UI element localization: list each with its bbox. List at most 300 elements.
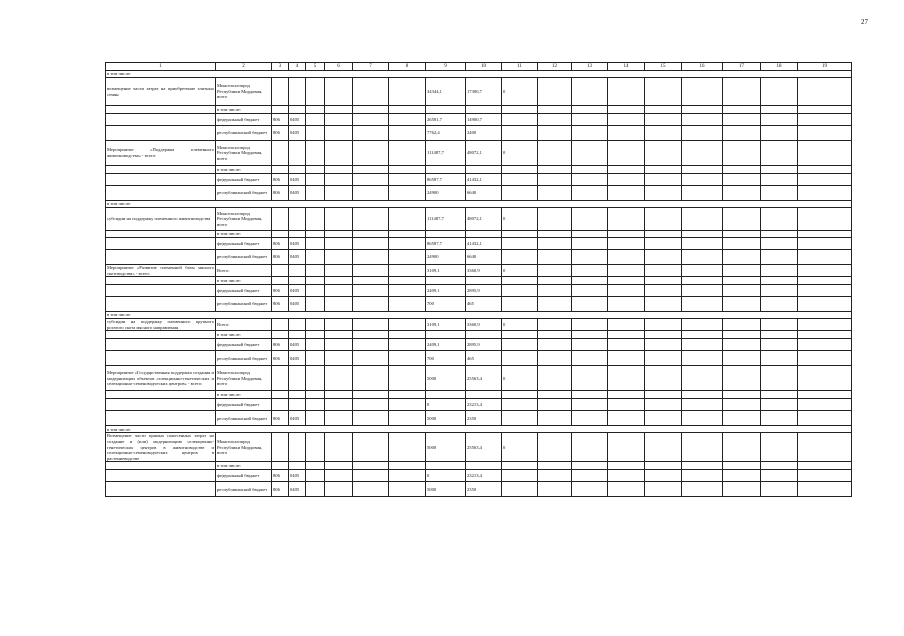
measure-name-cell <box>106 166 216 174</box>
value-cell <box>761 250 798 265</box>
value-cell <box>389 174 426 186</box>
value-cell <box>761 470 798 482</box>
value-cell <box>306 297 325 312</box>
value-cell <box>723 166 761 174</box>
value-cell <box>798 411 852 426</box>
table-row <box>106 462 852 470</box>
value-cell <box>798 399 852 411</box>
value-cell: 0 <box>502 208 538 231</box>
value-cell <box>645 277 682 285</box>
value-cell <box>538 319 572 331</box>
value-cell <box>389 78 426 106</box>
measure-name-cell: Мероприятие «Государственная поддержка создания и модернизации объектов селекционно-генетических и селекционно-семеноводческих центров» - всего: <box>106 366 216 391</box>
value-cell: 26581,7 <box>426 114 466 126</box>
section-code-cell <box>289 231 306 238</box>
funding-source-cell: в том числе: <box>216 331 272 339</box>
value-cell <box>389 411 426 426</box>
value-cell <box>538 114 572 126</box>
value-cell <box>572 433 608 462</box>
funding-source-cell: в том числе: <box>216 166 272 174</box>
value-cell <box>723 351 761 366</box>
value-cell <box>325 433 353 462</box>
grbs-code-cell: 806 <box>272 339 289 351</box>
value-cell <box>538 391 572 399</box>
value-cell <box>389 265 426 277</box>
section-code-cell <box>289 141 306 166</box>
value-cell <box>325 106 353 114</box>
section-code-cell <box>289 366 306 391</box>
value-cell <box>389 250 426 265</box>
value-cell <box>502 339 538 351</box>
value-cell <box>723 174 761 186</box>
value-cell <box>325 399 353 411</box>
value-cell: 6640 <box>466 186 502 201</box>
value-cell <box>353 186 389 201</box>
funding-source-cell: Минсельхозпрод Республики Мордовия, всего <box>216 78 272 106</box>
value-cell <box>502 250 538 265</box>
measure-name-cell: субсидии на поддержку племенного животноводства <box>106 208 216 231</box>
value-cell <box>761 265 798 277</box>
value-cell <box>572 208 608 231</box>
value-cell <box>538 297 572 312</box>
value-cell <box>389 351 426 366</box>
value-cell: 17300,7 <box>466 78 502 106</box>
value-cell: 34344,1 <box>426 78 466 106</box>
value-cell <box>538 166 572 174</box>
value-cell <box>353 106 389 114</box>
value-cell <box>608 319 645 331</box>
value-cell <box>723 106 761 114</box>
value-cell <box>645 186 682 201</box>
value-cell <box>502 351 538 366</box>
section-code-cell: 0405 <box>289 114 306 126</box>
value-cell <box>426 166 466 174</box>
column-number-header: 16 <box>682 63 723 71</box>
section-code-cell <box>289 208 306 231</box>
value-cell <box>723 319 761 331</box>
value-cell <box>572 277 608 285</box>
value-cell <box>538 482 572 497</box>
grbs-code-cell: 806 <box>272 186 289 201</box>
value-cell: 700 <box>426 297 466 312</box>
value-cell <box>353 265 389 277</box>
value-cell <box>502 114 538 126</box>
value-cell <box>325 186 353 201</box>
value-cell <box>389 231 426 238</box>
value-cell <box>389 470 426 482</box>
value-cell <box>723 186 761 201</box>
value-cell: 2409,1 <box>426 285 466 297</box>
value-cell <box>572 462 608 470</box>
value-cell <box>389 186 426 201</box>
funding-source-cell: республиканский бюджет <box>216 411 272 426</box>
measure-name-cell <box>106 297 216 312</box>
section-label: в том числе: <box>106 71 852 78</box>
value-cell <box>723 78 761 106</box>
grbs-code-cell <box>272 106 289 114</box>
value-cell <box>798 208 852 231</box>
value-cell <box>682 351 723 366</box>
value-cell: 25563,4 <box>466 433 502 462</box>
value-cell <box>572 331 608 339</box>
table-row <box>106 106 852 114</box>
value-cell <box>325 265 353 277</box>
value-cell <box>682 106 723 114</box>
value-cell <box>798 297 852 312</box>
value-cell <box>325 238 353 250</box>
section-label-row <box>106 201 852 208</box>
value-cell <box>798 351 852 366</box>
value-cell <box>761 391 798 399</box>
value-cell: 0 <box>502 265 538 277</box>
value-cell <box>798 339 852 351</box>
measure-name-cell <box>106 238 216 250</box>
value-cell <box>723 366 761 391</box>
value-cell <box>325 141 353 166</box>
value-cell <box>306 174 325 186</box>
value-cell <box>538 433 572 462</box>
table-row <box>106 433 852 462</box>
value-cell <box>325 277 353 285</box>
value-cell <box>682 78 723 106</box>
value-cell: 3109,1 <box>426 265 466 277</box>
funding-source-cell: Минсельхозпрод Республики Мордовия, всего <box>216 433 272 462</box>
column-number-header: 1 <box>106 63 216 71</box>
value-cell <box>353 470 389 482</box>
value-cell <box>572 339 608 351</box>
measure-name-cell <box>106 285 216 297</box>
value-cell <box>306 106 325 114</box>
value-cell <box>645 391 682 399</box>
value-cell <box>538 265 572 277</box>
value-cell <box>538 366 572 391</box>
measure-name-cell <box>106 174 216 186</box>
value-cell <box>761 482 798 497</box>
value-cell: 48072,1 <box>466 208 502 231</box>
value-cell <box>325 174 353 186</box>
value-cell <box>682 462 723 470</box>
value-cell <box>538 331 572 339</box>
value-cell <box>608 482 645 497</box>
measure-name-cell <box>106 331 216 339</box>
value-cell <box>723 462 761 470</box>
value-cell <box>682 114 723 126</box>
value-cell <box>572 186 608 201</box>
value-cell: 0 <box>502 366 538 391</box>
value-cell <box>645 250 682 265</box>
value-cell <box>325 231 353 238</box>
funding-source-cell: республиканский бюджет <box>216 186 272 201</box>
value-cell <box>608 411 645 426</box>
value-cell <box>325 78 353 106</box>
value-cell <box>761 231 798 238</box>
value-cell <box>306 277 325 285</box>
value-cell <box>306 166 325 174</box>
budget-table <box>105 62 852 497</box>
grbs-code-cell <box>272 462 289 470</box>
value-cell <box>353 331 389 339</box>
value-cell <box>723 331 761 339</box>
value-cell <box>682 285 723 297</box>
section-code-cell: 0405 <box>289 297 306 312</box>
value-cell <box>723 250 761 265</box>
value-cell <box>538 411 572 426</box>
value-cell <box>608 238 645 250</box>
value-cell: 41432,1 <box>466 174 502 186</box>
value-cell <box>723 470 761 482</box>
value-cell: 14900,7 <box>466 114 502 126</box>
value-cell: 5000 <box>426 482 466 497</box>
value-cell: 2895,9 <box>466 285 502 297</box>
grbs-code-cell: 806 <box>272 238 289 250</box>
grbs-code-cell <box>272 78 289 106</box>
value-cell: 23213,4 <box>466 470 502 482</box>
grbs-code-cell <box>272 277 289 285</box>
value-cell <box>389 339 426 351</box>
value-cell <box>572 351 608 366</box>
value-cell <box>723 265 761 277</box>
value-cell <box>353 174 389 186</box>
value-cell <box>798 186 852 201</box>
value-cell <box>572 166 608 174</box>
measure-name-cell: Мероприятие «Развитие племенной базы мясного скотоводства» - всего: <box>107 265 214 276</box>
value-cell: 48072,1 <box>466 141 502 166</box>
measure-name-cell <box>106 462 216 470</box>
value-cell <box>798 231 852 238</box>
value-cell <box>306 285 325 297</box>
value-cell <box>645 297 682 312</box>
value-cell <box>608 470 645 482</box>
funding-source-cell: Минсельхозпрод Республики Мордовия, всего <box>216 208 272 231</box>
table-row <box>106 231 852 238</box>
funding-source-cell: республиканский бюджет <box>216 351 272 366</box>
value-cell <box>353 141 389 166</box>
value-cell <box>723 238 761 250</box>
value-cell <box>306 470 325 482</box>
measure-name-cell: субсидии на поддержку племенного крупного рогатого скота мясного направления <box>107 319 214 330</box>
value-cell <box>761 186 798 201</box>
column-number-header: 17 <box>723 63 761 71</box>
grbs-code-cell <box>272 166 289 174</box>
funding-source-cell: республиканский бюджет <box>216 482 272 497</box>
table-row <box>106 238 852 250</box>
value-cell: 24900 <box>426 250 466 265</box>
funding-source-cell: федеральный бюджет <box>216 339 272 351</box>
value-cell <box>306 331 325 339</box>
value-cell <box>608 174 645 186</box>
column-number-header: 12 <box>538 63 572 71</box>
value-cell <box>608 285 645 297</box>
funding-source-cell: Минсельхозпрод Республики Мордовия, всего <box>216 366 272 391</box>
value-cell <box>353 366 389 391</box>
value-cell <box>798 250 852 265</box>
value-cell <box>682 399 723 411</box>
value-cell <box>682 482 723 497</box>
value-cell <box>645 331 682 339</box>
value-cell: 41432,1 <box>466 238 502 250</box>
value-cell <box>761 399 798 411</box>
grbs-code-cell <box>272 399 289 411</box>
value-cell <box>538 174 572 186</box>
value-cell <box>389 462 426 470</box>
measure-name-cell <box>106 126 216 141</box>
measure-name-cell: Мероприятие «Поддержка племенного животноводства» - всего: <box>106 141 216 166</box>
value-cell <box>645 319 682 331</box>
value-cell <box>798 391 852 399</box>
value-cell <box>645 231 682 238</box>
value-cell <box>306 399 325 411</box>
section-code-cell <box>289 331 306 339</box>
value-cell <box>572 319 608 331</box>
grbs-code-cell: 806 <box>272 411 289 426</box>
value-cell: 465 <box>466 351 502 366</box>
value-cell <box>502 462 538 470</box>
value-cell <box>723 339 761 351</box>
column-number-header: 4 <box>289 63 306 71</box>
value-cell <box>761 339 798 351</box>
value-cell <box>572 141 608 166</box>
value-cell <box>608 126 645 141</box>
value-cell <box>645 339 682 351</box>
value-cell <box>389 297 426 312</box>
value-cell <box>389 106 426 114</box>
column-number-header: 10 <box>466 63 502 71</box>
value-cell <box>502 106 538 114</box>
value-cell <box>798 482 852 497</box>
section-code-cell: 0405 <box>289 186 306 201</box>
value-cell <box>353 208 389 231</box>
value-cell <box>306 366 325 391</box>
value-cell: 700 <box>426 351 466 366</box>
value-cell <box>682 166 723 174</box>
value-cell <box>426 277 466 285</box>
measure-name-cell <box>106 411 216 426</box>
value-cell <box>502 285 538 297</box>
value-cell <box>682 231 723 238</box>
value-cell <box>798 265 852 277</box>
value-cell <box>353 433 389 462</box>
value-cell: 3360,9 <box>466 319 502 331</box>
funding-source-cell: республиканский бюджет <box>216 250 272 265</box>
value-cell <box>798 331 852 339</box>
value-cell <box>608 265 645 277</box>
funding-source-cell: федеральный бюджет <box>216 399 272 411</box>
section-code-cell: 0405 <box>289 126 306 141</box>
value-cell <box>645 238 682 250</box>
value-cell <box>682 238 723 250</box>
value-cell <box>645 174 682 186</box>
funding-source-cell: в том числе: <box>216 106 272 114</box>
value-cell <box>502 277 538 285</box>
value-cell <box>306 462 325 470</box>
value-cell <box>538 277 572 285</box>
value-cell <box>608 339 645 351</box>
section-code-cell <box>289 433 306 462</box>
value-cell <box>353 411 389 426</box>
section-label: в том числе: <box>106 426 852 433</box>
section-code-cell: 0405 <box>289 411 306 426</box>
value-cell <box>608 78 645 106</box>
value-cell <box>798 126 852 141</box>
value-cell <box>798 238 852 250</box>
measure-name-cell <box>106 231 216 238</box>
measure-name-cell <box>106 250 216 265</box>
value-cell <box>538 351 572 366</box>
column-number-header: 3 <box>272 63 289 71</box>
value-cell <box>608 277 645 285</box>
grbs-code-cell: 806 <box>272 351 289 366</box>
value-cell <box>389 433 426 462</box>
value-cell <box>572 114 608 126</box>
value-cell <box>306 186 325 201</box>
value-cell <box>682 433 723 462</box>
value-cell: 3109,1 <box>426 319 466 331</box>
value-cell <box>306 265 325 277</box>
value-cell <box>353 319 389 331</box>
value-cell <box>682 141 723 166</box>
value-cell: 0 <box>502 141 538 166</box>
table-row <box>106 78 852 106</box>
value-cell <box>325 391 353 399</box>
value-cell <box>389 166 426 174</box>
value-cell <box>538 250 572 265</box>
value-cell: 24900 <box>426 186 466 201</box>
value-cell <box>645 366 682 391</box>
value-cell <box>798 366 852 391</box>
table-body <box>106 63 852 497</box>
grbs-code-cell: 806 <box>272 250 289 265</box>
value-cell <box>538 186 572 201</box>
value-cell <box>608 250 645 265</box>
section-code-cell <box>289 319 306 331</box>
value-cell: 25563,4 <box>466 366 502 391</box>
value-cell <box>466 231 502 238</box>
value-cell <box>502 166 538 174</box>
section-label-row <box>106 312 852 319</box>
value-cell <box>761 208 798 231</box>
value-cell <box>645 265 682 277</box>
grbs-code-cell <box>272 319 289 331</box>
value-cell <box>723 482 761 497</box>
value-cell <box>572 106 608 114</box>
value-cell <box>466 277 502 285</box>
section-code-cell: 0405 <box>289 339 306 351</box>
value-cell <box>306 482 325 497</box>
table-row <box>106 319 852 331</box>
column-number-header: 13 <box>572 63 608 71</box>
grbs-code-cell <box>272 208 289 231</box>
value-cell <box>761 285 798 297</box>
value-cell <box>353 231 389 238</box>
table-row <box>106 391 852 399</box>
column-number-header: 14 <box>608 63 645 71</box>
value-cell: 465 <box>466 297 502 312</box>
grbs-code-cell <box>272 331 289 339</box>
value-cell <box>572 366 608 391</box>
section-code-cell <box>289 462 306 470</box>
value-cell <box>353 285 389 297</box>
table-row <box>106 411 852 426</box>
value-cell <box>306 126 325 141</box>
value-cell <box>682 186 723 201</box>
section-code-cell <box>289 106 306 114</box>
value-cell <box>466 166 502 174</box>
value-cell: 6640 <box>466 250 502 265</box>
value-cell <box>723 231 761 238</box>
value-cell <box>645 433 682 462</box>
funding-source-cell: в том числе: <box>216 277 272 285</box>
value-cell <box>572 174 608 186</box>
